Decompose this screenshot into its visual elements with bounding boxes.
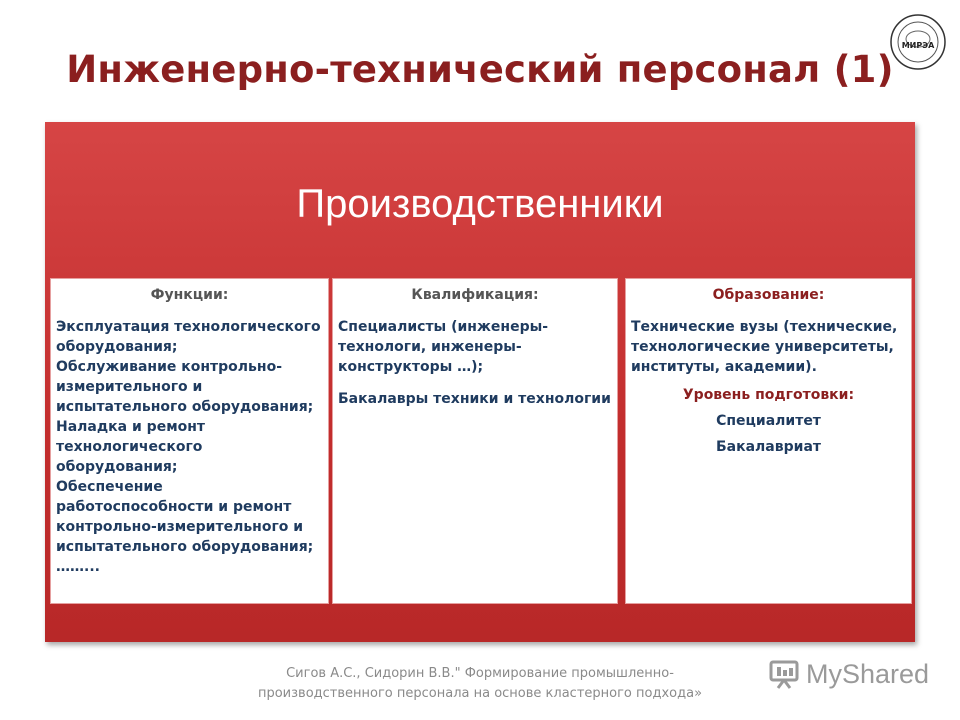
svg-text:МИРЭА: МИРЭА [901,41,935,50]
training-level-item: Бакалавриат [715,439,822,455]
footer-citation [220,664,740,704]
qualification-column [332,278,618,604]
education-header: Образование: [712,287,825,303]
function-item: ……... [56,559,100,575]
function-item: Эксплуатация технологического оборудования; [56,319,321,355]
function-item: Обеспечение работоспособности и ремонт контрольно-измерительного и испытательного оборудования; [56,479,314,555]
footer-line: производственного персонала на основе кластерного подхода» [257,686,703,701]
qualification-item: Бакалавры техники и технологии [338,391,611,407]
presentation-icon [768,658,800,690]
watermark-text: MyShared [806,658,930,689]
qualification-item: Специалисты (инженеры-технологи, инженеры-конструкторы …); [338,319,549,375]
slide-title: Инженерно-технический персонал (1) [66,48,894,91]
myshared-watermark [768,656,929,692]
training-level-item: Специалитет [716,413,821,429]
training-level-header: Уровень подготовки: [682,387,855,403]
functions-header: Функции: [150,287,229,303]
function-item: Обслуживание контрольно-измерительного и испытательного оборудования; [56,359,314,415]
panel-heading: Производственники [296,182,664,226]
function-item: Наладка и ремонт технологического оборудования; [56,419,206,475]
education-column [625,278,912,604]
footer-line: Сигов А.С., Сидорин В.В." Формирование промышленно- [286,666,674,681]
education-intro: Технические вузы (технические, технологические университеты, институты, академии). [631,319,898,375]
functions-column [50,278,329,604]
qualification-header: Квалификация: [411,287,539,303]
university-logo [888,12,948,72]
